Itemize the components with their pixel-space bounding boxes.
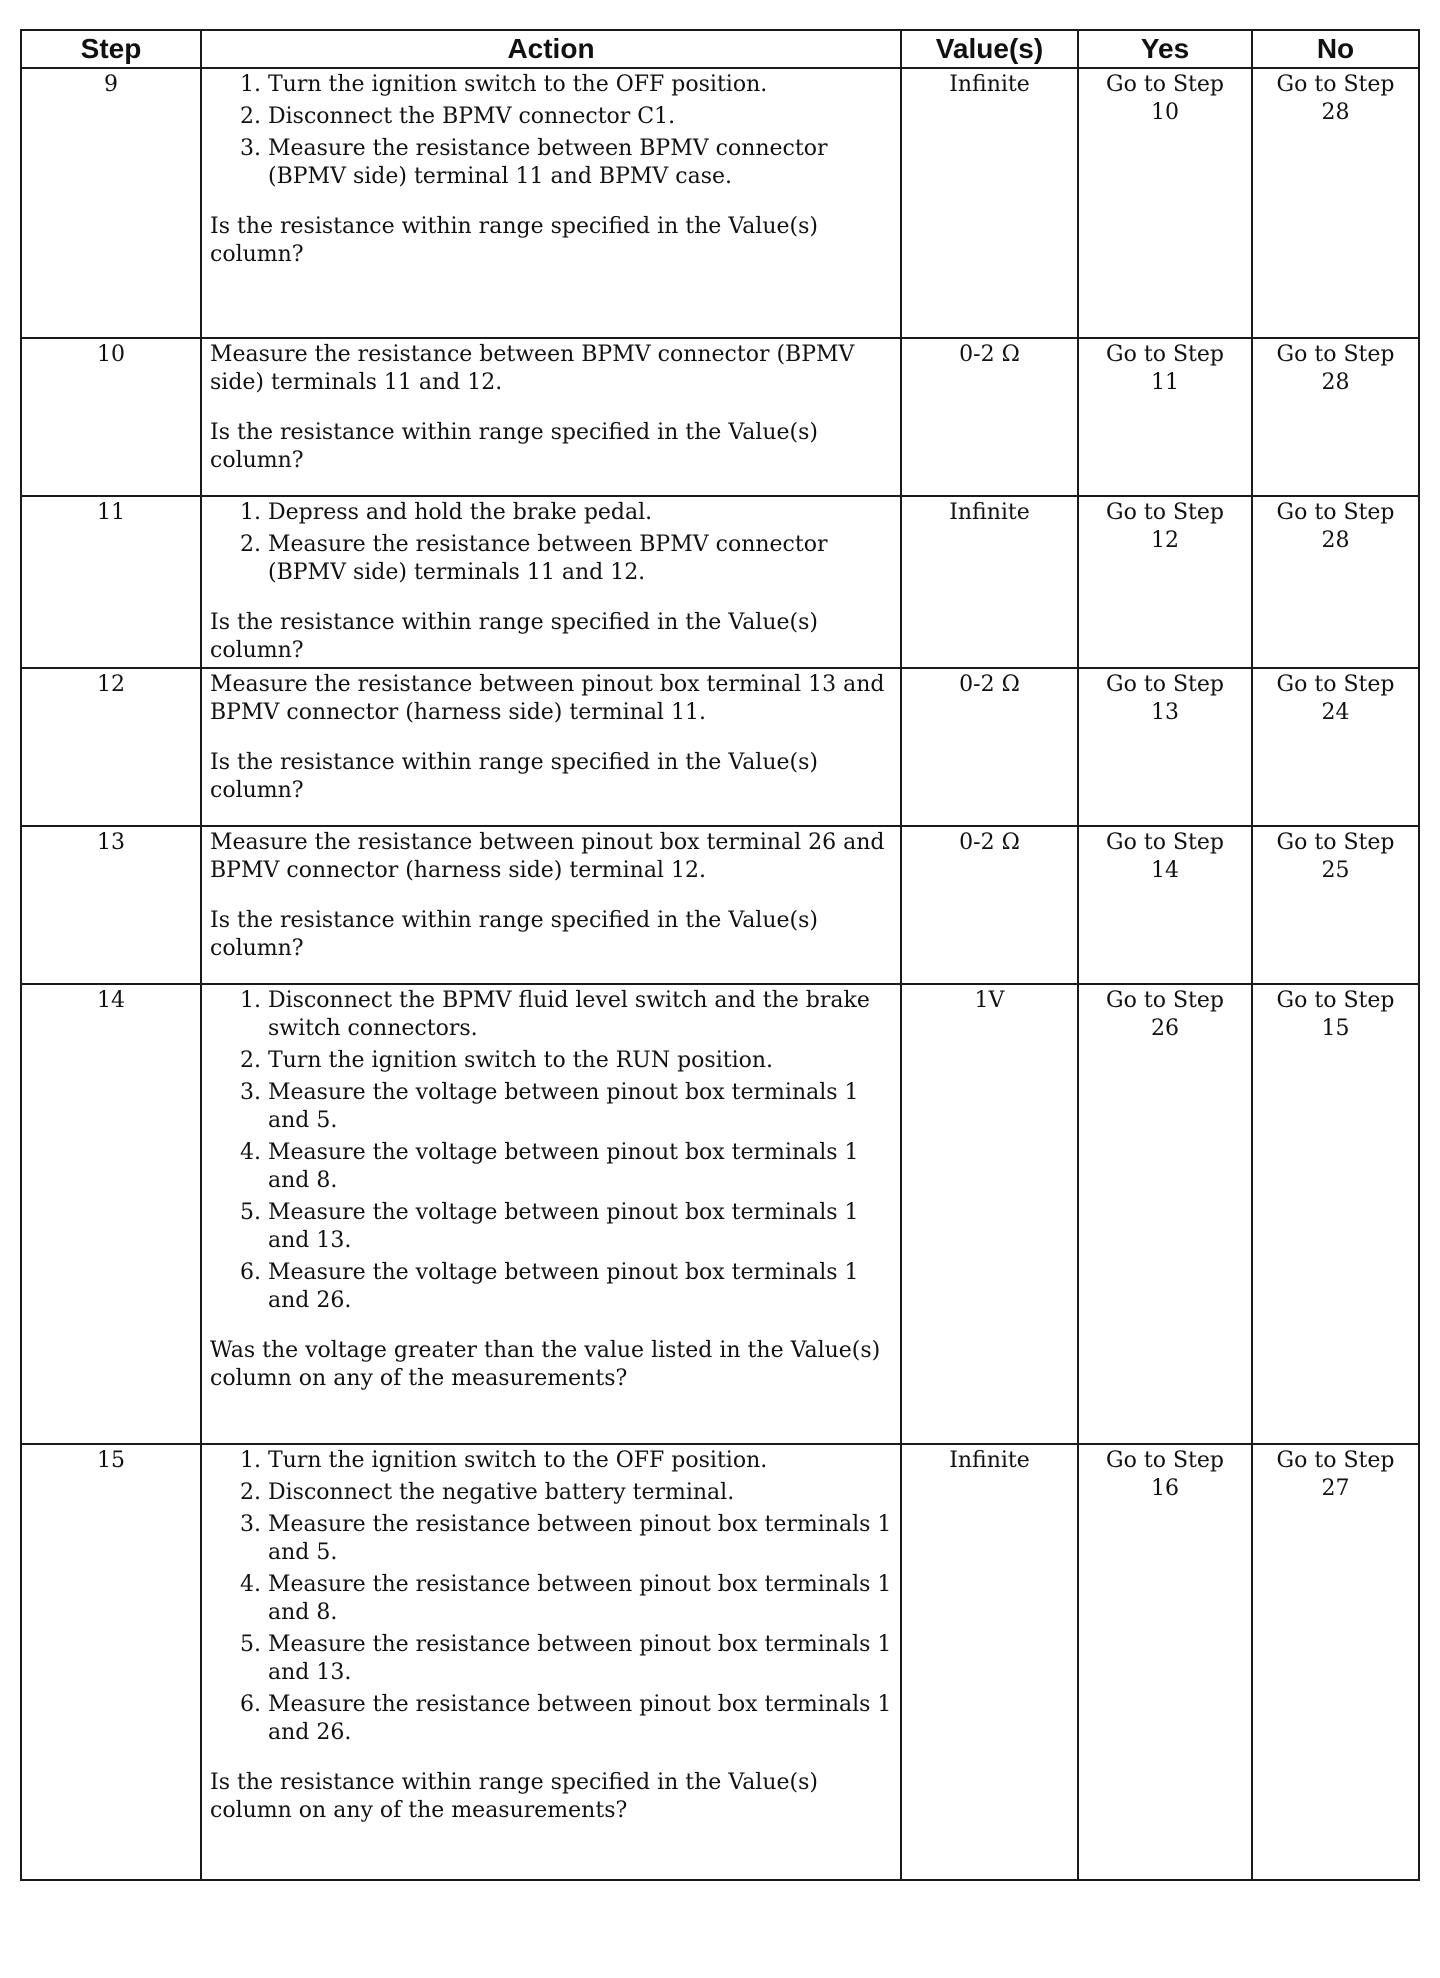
no-cell <box>1252 826 1419 984</box>
step-number: 14 <box>21 984 201 1444</box>
value-cell: Infinite <box>901 496 1078 668</box>
action-cell <box>201 496 901 668</box>
value-cell: 0-2 Ω <box>901 338 1078 496</box>
no-goto-label: Go to Step <box>1276 1448 1395 1473</box>
yes-goto-label: Go to Step <box>1106 342 1224 367</box>
yes-step-number: 13 <box>1151 700 1179 725</box>
table-row <box>21 68 1419 338</box>
yes-step-number: 14 <box>1151 858 1179 883</box>
yes-step-number: 12 <box>1151 528 1179 553</box>
action-step-list <box>210 499 892 587</box>
diagnostic-table <box>20 29 1420 1881</box>
action-question: Is the resistance within range specified in the Value(s) column on any of the measurements? <box>210 1770 818 1823</box>
header-values: Value(s) <box>901 30 1078 68</box>
action-text: Measure the resistance between pinout box terminal 13 and BPMV connector (harness side) terminal 11. <box>210 672 885 725</box>
action-step: 2. Turn the ignition switch to the RUN position. <box>268 1047 892 1075</box>
yes-cell <box>1078 668 1252 826</box>
action-question: Is the resistance within range specified in the Value(s) column? <box>210 214 818 267</box>
no-step-number: 27 <box>1321 1476 1350 1501</box>
table-row <box>21 668 1419 826</box>
action-cell <box>201 338 901 496</box>
value-cell: 0-2 Ω <box>901 826 1078 984</box>
yes-goto-label: Go to Step <box>1106 672 1224 697</box>
yes-cell <box>1078 1444 1252 1880</box>
yes-goto-label: Go to Step <box>1106 72 1224 97</box>
action-question: Is the resistance within range specified in the Value(s) column? <box>210 420 818 473</box>
step-number: 9 <box>21 68 201 338</box>
action-step: 4. Measure the voltage between pinout box terminals 1 and 8. <box>268 1139 892 1195</box>
action-step-list <box>210 1447 892 1747</box>
table-row <box>21 984 1419 1444</box>
yes-cell <box>1078 984 1252 1444</box>
table-row <box>21 826 1419 984</box>
action-question: Is the resistance within range specified in the Value(s) column? <box>210 750 818 803</box>
no-cell <box>1252 338 1419 496</box>
step-number: 13 <box>21 826 201 984</box>
table-body <box>21 68 1419 1880</box>
no-goto-label: Go to Step <box>1276 672 1395 697</box>
value-cell: Infinite <box>901 68 1078 338</box>
no-goto-label: Go to Step <box>1276 342 1395 367</box>
no-cell <box>1252 1444 1419 1880</box>
action-step: 2. Measure the resistance between BPMV connector (BPMV side) terminals 11 and 12. <box>268 531 892 587</box>
action-cell <box>201 668 901 826</box>
step-number: 11 <box>21 496 201 668</box>
table-row <box>21 496 1419 668</box>
yes-cell <box>1078 68 1252 338</box>
header-row <box>21 30 1419 68</box>
step-number: 12 <box>21 668 201 826</box>
action-step: 1. Turn the ignition switch to the OFF position. <box>268 1447 892 1475</box>
no-goto-label: Go to Step <box>1276 72 1395 97</box>
action-step: 2. Disconnect the BPMV connector C1. <box>268 103 892 131</box>
action-cell <box>201 68 901 338</box>
header-no: No <box>1252 30 1419 68</box>
yes-cell <box>1078 826 1252 984</box>
action-step: 3. Measure the resistance between BPMV connector (BPMV side) terminal 11 and BPMV case. <box>268 135 892 191</box>
yes-goto-label: Go to Step <box>1106 500 1224 525</box>
yes-step-number: 10 <box>1151 100 1179 125</box>
action-text: Measure the resistance between BPMV connector (BPMV side) terminals 11 and 12. <box>210 342 855 395</box>
action-step-list <box>210 71 892 191</box>
value-cell: 0-2 Ω <box>901 668 1078 826</box>
action-text: Measure the resistance between pinout box terminal 26 and BPMV connector (harness side) terminal 12. <box>210 830 885 883</box>
yes-step-number: 26 <box>1151 1016 1179 1041</box>
action-cell <box>201 826 901 984</box>
value-cell: 1V <box>901 984 1078 1444</box>
no-step-number: 15 <box>1321 1016 1350 1041</box>
yes-cell <box>1078 496 1252 668</box>
action-question: Is the resistance within range specified in the Value(s) column? <box>210 908 818 961</box>
table-row <box>21 338 1419 496</box>
header-yes: Yes <box>1078 30 1252 68</box>
action-step: 1. Disconnect the BPMV fluid level switch and the brake switch connectors. <box>268 987 892 1043</box>
header-step: Step <box>21 30 201 68</box>
action-step: 6. Measure the resistance between pinout box terminals 1 and 26. <box>268 1691 892 1747</box>
action-question: Was the voltage greater than the value listed in the Value(s) column on any of the measurements? <box>210 1338 881 1391</box>
no-goto-label: Go to Step <box>1276 830 1395 855</box>
action-step: 4. Measure the resistance between pinout box terminals 1 and 8. <box>268 1571 892 1627</box>
yes-cell <box>1078 338 1252 496</box>
yes-goto-label: Go to Step <box>1106 830 1224 855</box>
no-cell <box>1252 496 1419 668</box>
action-step: 1. Depress and hold the brake pedal. <box>268 499 892 527</box>
action-step: 2. Disconnect the negative battery terminal. <box>268 1479 892 1507</box>
no-cell <box>1252 984 1419 1444</box>
no-step-number: 25 <box>1321 858 1350 883</box>
no-step-number: 28 <box>1321 528 1350 553</box>
yes-goto-label: Go to Step <box>1106 988 1224 1013</box>
step-number: 15 <box>21 1444 201 1880</box>
action-step: 5. Measure the resistance between pinout box terminals 1 and 13. <box>268 1631 892 1687</box>
action-step: 6. Measure the voltage between pinout box terminals 1 and 26. <box>268 1259 892 1315</box>
yes-step-number: 11 <box>1151 370 1179 395</box>
action-cell <box>201 984 901 1444</box>
step-number: 10 <box>21 338 201 496</box>
action-question: Is the resistance within range specified in the Value(s) column? <box>210 610 818 663</box>
action-step: 5. Measure the voltage between pinout box terminals 1 and 13. <box>268 1199 892 1255</box>
action-step: 3. Measure the resistance between pinout box terminals 1 and 5. <box>268 1511 892 1567</box>
action-step-list <box>210 987 892 1315</box>
no-step-number: 28 <box>1321 100 1350 125</box>
no-cell <box>1252 68 1419 338</box>
no-goto-label: Go to Step <box>1276 500 1395 525</box>
action-cell <box>201 1444 901 1880</box>
action-step: 3. Measure the voltage between pinout box terminals 1 and 5. <box>268 1079 892 1135</box>
table-row <box>21 1444 1419 1880</box>
no-goto-label: Go to Step <box>1276 988 1395 1013</box>
yes-goto-label: Go to Step <box>1106 1448 1224 1473</box>
no-cell <box>1252 668 1419 826</box>
yes-step-number: 16 <box>1151 1476 1179 1501</box>
no-step-number: 28 <box>1321 370 1350 395</box>
header-action: Action <box>201 30 901 68</box>
no-step-number: 24 <box>1321 700 1350 725</box>
value-cell: Infinite <box>901 1444 1078 1880</box>
action-step: 1. Turn the ignition switch to the OFF position. <box>268 71 892 99</box>
